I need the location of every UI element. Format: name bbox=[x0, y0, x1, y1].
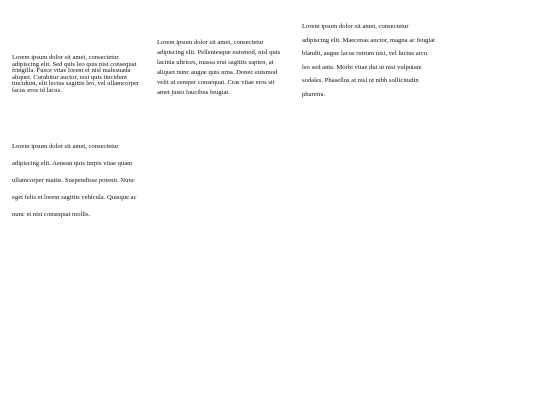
paragraph-wide-spacing: Lorem ipsum dolor sit amet, consectetur adipiscing elit. Aenean quis turpis vitae quam ullamcorper mattis. Suspendisse potenti. Nunc eget felis et lorem sagittis vehicula. Quisque ac nunc et nisi consequat mollis. bbox=[12, 143, 137, 218]
paragraph-one-and-half-spacing: Lorem ipsum dolor sit amet, consectetur adipiscing elit. Pellentesque euismod, nisl quis lacinia ultrices, massa erat sagittis sapien, at aliquet nunc augue quis urna. Donec euismod velit ut semper consequat. Cras vitae eros sit amet justo faucibus feugiat. bbox=[157, 39, 281, 97]
paragraph-double-spacing: Lorem ipsum dolor sit amet, consectetur adipiscing elit. Maecenas auctor, magna ac feugiat blandit, augue lacus rutrum nisi, vel luctus arcu leo sed ante. Morbi vitae dui ut nisi vulputate sodales. Phasellus at nisl ut nibh sollicitudin pharetra. bbox=[302, 23, 436, 98]
paragraph-single-spacing: Lorem ipsum dolor sit amet, consectetur adipiscing elit. Sed quis leo quis nisi consequat fringilla. Fusce vitae lorem et nisl malesuada aliquet. Curabitur auctor, nisi quis tincidunt tincidunt, elit lectus sagittis leo, vel ullamcorper lacus eros id lacus. bbox=[12, 54, 140, 94]
